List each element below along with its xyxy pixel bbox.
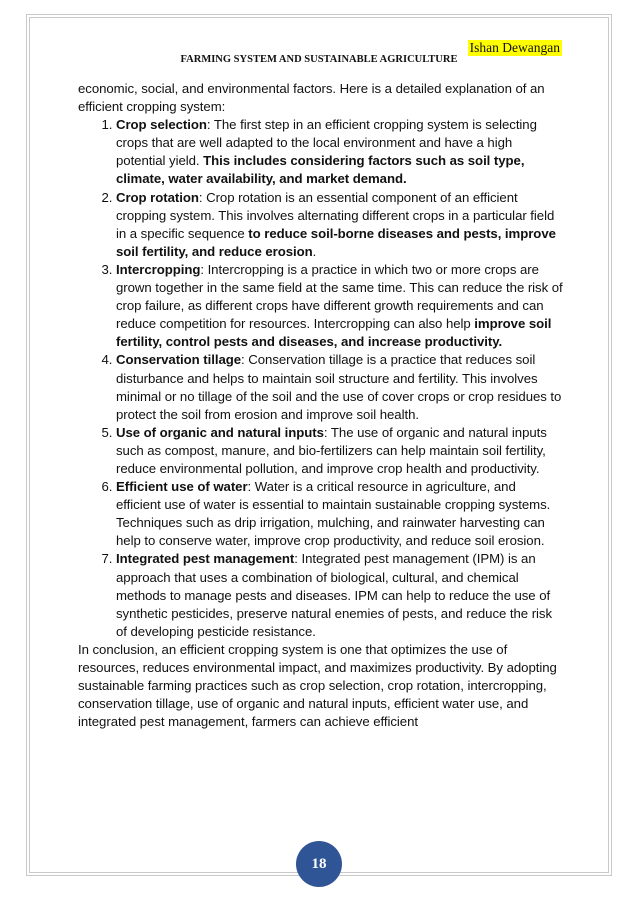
item-tail: .	[312, 243, 317, 259]
list-item	[116, 478, 564, 550]
list-item	[116, 351, 564, 423]
item-text: : The use of organic and natural inputs such as compost, manure, and bio-fertilizers can help maintain soil fertility, reduce environmental pollution, and improve crop health and productivity.	[116, 424, 547, 476]
item-term: Conservation tillage	[116, 352, 242, 368]
item-term: Use of organic and natural inputs	[116, 424, 324, 440]
item-text: : Integrated pest management (IPM) is an approach that uses a combination of biological, cultural, and chemical methods to manage pests and diseases. IPM can help to reduce the use of synthetic pesticides, preserve natural enemies of pests, and reduce the risk of developing pesticide resistance.	[116, 551, 553, 639]
list-item	[116, 116, 564, 188]
item-term: Efficient use of water	[116, 479, 248, 495]
page-number: 18	[296, 841, 342, 887]
item-text: : Water is a critical resource in agriculture, and efficient use of water is essential to maintain sustainable cropping systems. Techniques such as drip irrigation, mulching, and rainwater harvesting can help to conserve water, improve crop productivity, and reduce soil erosion.	[116, 479, 551, 549]
cropping-list	[78, 116, 564, 641]
intro-paragraph: economic, social, and environmental factors. Here is a detailed explanation of an efficient cropping system:	[78, 81, 545, 115]
item-bold: to reduce soil-borne diseases and pests, improve soil fertility, and reduce erosion	[116, 225, 556, 259]
item-bold: This includes considering factors such as soil type, climate, water availability, and market demand.	[116, 153, 525, 187]
item-text: : Conservation tillage is a practice that reduces soil disturbance and helps to maintain soil structure and fertility. This involves minimal or no tillage of the soil and the use of cover crops or crop residues to protect the soil from erosion and improve soil health.	[116, 352, 562, 422]
list-item	[116, 261, 564, 351]
item-term: Crop selection	[116, 117, 207, 133]
item-term: Crop rotation	[116, 189, 199, 205]
header-title: FARMING SYSTEM AND SUSTAINABLE AGRICULTURE	[180, 54, 458, 65]
author-name: Ishan Dewangan	[469, 40, 560, 55]
item-text: : Intercropping is a practice in which two or more crops are grown together in the same field at the same time. This can reduce the risk of crop failure, as different crops have different growth requirements and can reduce competition for resources. Intercropping can also help	[116, 261, 563, 332]
list-item	[116, 550, 564, 640]
item-term: Intercropping	[116, 261, 201, 277]
list-item	[116, 189, 564, 261]
item-text: : The first step in an efficient cropping system is selecting crops that are well adapted to the local environment and have a high potential yield.	[116, 117, 537, 169]
document-body	[78, 80, 564, 731]
item-term: Integrated pest management	[116, 551, 295, 567]
item-bold: improve soil fertility, control pests and diseases, and increase productivity.	[116, 316, 552, 350]
conclusion-paragraph: In conclusion, an efficient cropping system is one that optimizes the use of resources, reduces environmental impact, and maximizes productivity. By adopting sustainable farming practices such as crop selection, crop rotation, intercropping, conservation tillage, use of organic and natural inputs, efficient water use, and integrated pest management, farmers can achieve efficient	[78, 641, 557, 730]
item-text: : Crop rotation is an essential component of an efficient cropping system. This involves alternating different crops in a particular field in a specific sequence	[116, 189, 555, 241]
list-item	[116, 424, 564, 478]
